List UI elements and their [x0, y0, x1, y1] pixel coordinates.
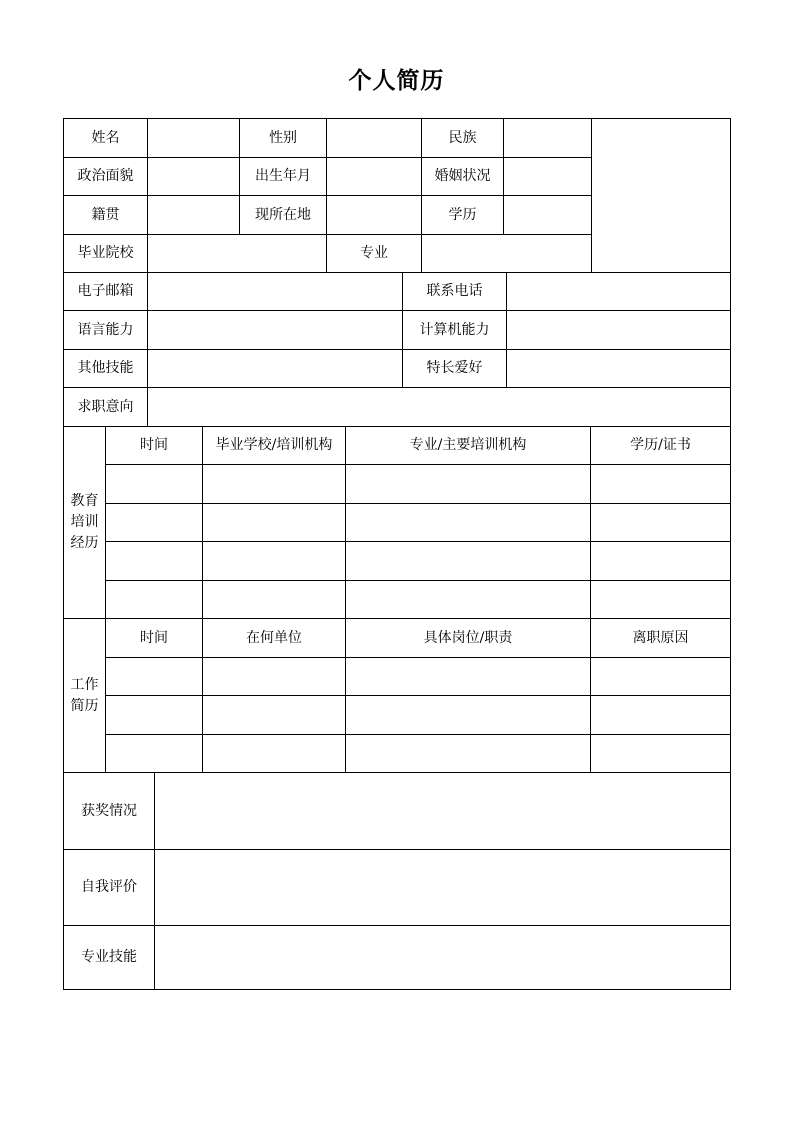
ethnicity-label: 民族 — [422, 119, 504, 158]
native-label: 籍贯 — [64, 196, 148, 235]
edu-cell[interactable] — [203, 465, 346, 504]
email-label: 电子邮箱 — [64, 273, 148, 311]
phone-field[interactable] — [507, 273, 730, 311]
edu-cell[interactable] — [106, 542, 203, 581]
residence-label: 现所在地 — [240, 196, 327, 235]
work-cell[interactable] — [106, 696, 203, 735]
gender-label: 性别 — [240, 119, 327, 158]
edu-cell[interactable] — [591, 465, 730, 504]
work-cell[interactable] — [346, 658, 591, 696]
residence-field[interactable] — [327, 196, 422, 235]
political-label: 政治面貌 — [64, 158, 148, 196]
edu-cell[interactable] — [346, 465, 591, 504]
degree-field[interactable] — [504, 196, 592, 235]
marital-field[interactable] — [504, 158, 592, 196]
work-cell[interactable] — [591, 658, 730, 696]
pro-skills-label: 专业技能 — [64, 926, 155, 989]
political-field[interactable] — [148, 158, 240, 196]
work-cell[interactable] — [203, 735, 346, 773]
edu-header-degree: 学历/证书 — [591, 427, 730, 465]
name-label: 姓名 — [64, 119, 148, 158]
gender-field[interactable] — [327, 119, 422, 158]
hobby-field[interactable] — [507, 350, 730, 388]
edu-cell[interactable] — [106, 504, 203, 542]
resume-table — [63, 118, 731, 990]
edu-header-school: 毕业学校/培训机构 — [203, 427, 346, 465]
degree-label: 学历 — [422, 196, 504, 235]
work-header-time: 时间 — [106, 619, 203, 658]
edu-cell[interactable] — [106, 581, 203, 619]
edu-cell[interactable] — [346, 504, 591, 542]
work-cell[interactable] — [106, 658, 203, 696]
work-section-label — [64, 619, 106, 773]
edu-header-major: 专业/主要培训机构 — [346, 427, 591, 465]
edu-cell[interactable] — [591, 542, 730, 581]
edu-cell[interactable] — [346, 581, 591, 619]
other-skills-label: 其他技能 — [64, 350, 148, 388]
work-label-line: 工作 — [70, 676, 99, 693]
edu-cell[interactable] — [203, 581, 346, 619]
edu-cell[interactable] — [346, 542, 591, 581]
work-header-duty: 具体岗位/职责 — [346, 619, 591, 658]
education-section-label — [64, 427, 106, 619]
edu-cell[interactable] — [203, 504, 346, 542]
work-label-line: 简历 — [70, 697, 99, 714]
work-cell[interactable] — [106, 735, 203, 773]
work-cell[interactable] — [591, 735, 730, 773]
edu-cell[interactable] — [203, 542, 346, 581]
phone-label: 联系电话 — [403, 273, 507, 311]
marital-label: 婚姻状况 — [422, 158, 504, 196]
school-field[interactable] — [148, 235, 327, 273]
computer-field[interactable] — [507, 311, 730, 350]
computer-label: 计算机能力 — [403, 311, 507, 350]
edu-cell[interactable] — [591, 504, 730, 542]
work-cell[interactable] — [346, 696, 591, 735]
hobby-label: 特长爱好 — [403, 350, 507, 388]
awards-field[interactable] — [155, 773, 730, 850]
education-label-line: 培训 — [70, 514, 99, 530]
education-label-line: 教育 — [70, 493, 99, 509]
school-label: 毕业院校 — [64, 235, 148, 273]
edu-cell[interactable] — [106, 465, 203, 504]
other-skills-field[interactable] — [148, 350, 403, 388]
photo-cell[interactable] — [592, 119, 730, 273]
ethnicity-field[interactable] — [504, 119, 592, 158]
edu-header-time: 时间 — [106, 427, 203, 465]
work-header-reason: 离职原因 — [591, 619, 730, 658]
page-title: 个人简历 — [348, 68, 445, 94]
major-field[interactable] — [422, 235, 592, 273]
pro-skills-field[interactable] — [155, 926, 730, 989]
language-field[interactable] — [148, 311, 403, 350]
work-cell[interactable] — [203, 696, 346, 735]
email-field[interactable] — [148, 273, 403, 311]
awards-label: 获奖情况 — [64, 773, 155, 850]
birth-label: 出生年月 — [240, 158, 327, 196]
work-header-company: 在何单位 — [203, 619, 346, 658]
work-cell[interactable] — [346, 735, 591, 773]
language-label: 语言能力 — [64, 311, 148, 350]
edu-cell[interactable] — [591, 581, 730, 619]
major-label: 专业 — [327, 235, 422, 273]
work-cell[interactable] — [591, 696, 730, 735]
intention-label: 求职意向 — [64, 388, 148, 427]
work-cell[interactable] — [203, 658, 346, 696]
education-label-line: 经历 — [70, 535, 99, 551]
name-field[interactable] — [148, 119, 240, 158]
self-eval-field[interactable] — [155, 850, 730, 926]
birth-field[interactable] — [327, 158, 422, 196]
intention-field[interactable] — [148, 388, 730, 427]
self-eval-label: 自我评价 — [64, 850, 155, 926]
native-field[interactable] — [148, 196, 240, 235]
